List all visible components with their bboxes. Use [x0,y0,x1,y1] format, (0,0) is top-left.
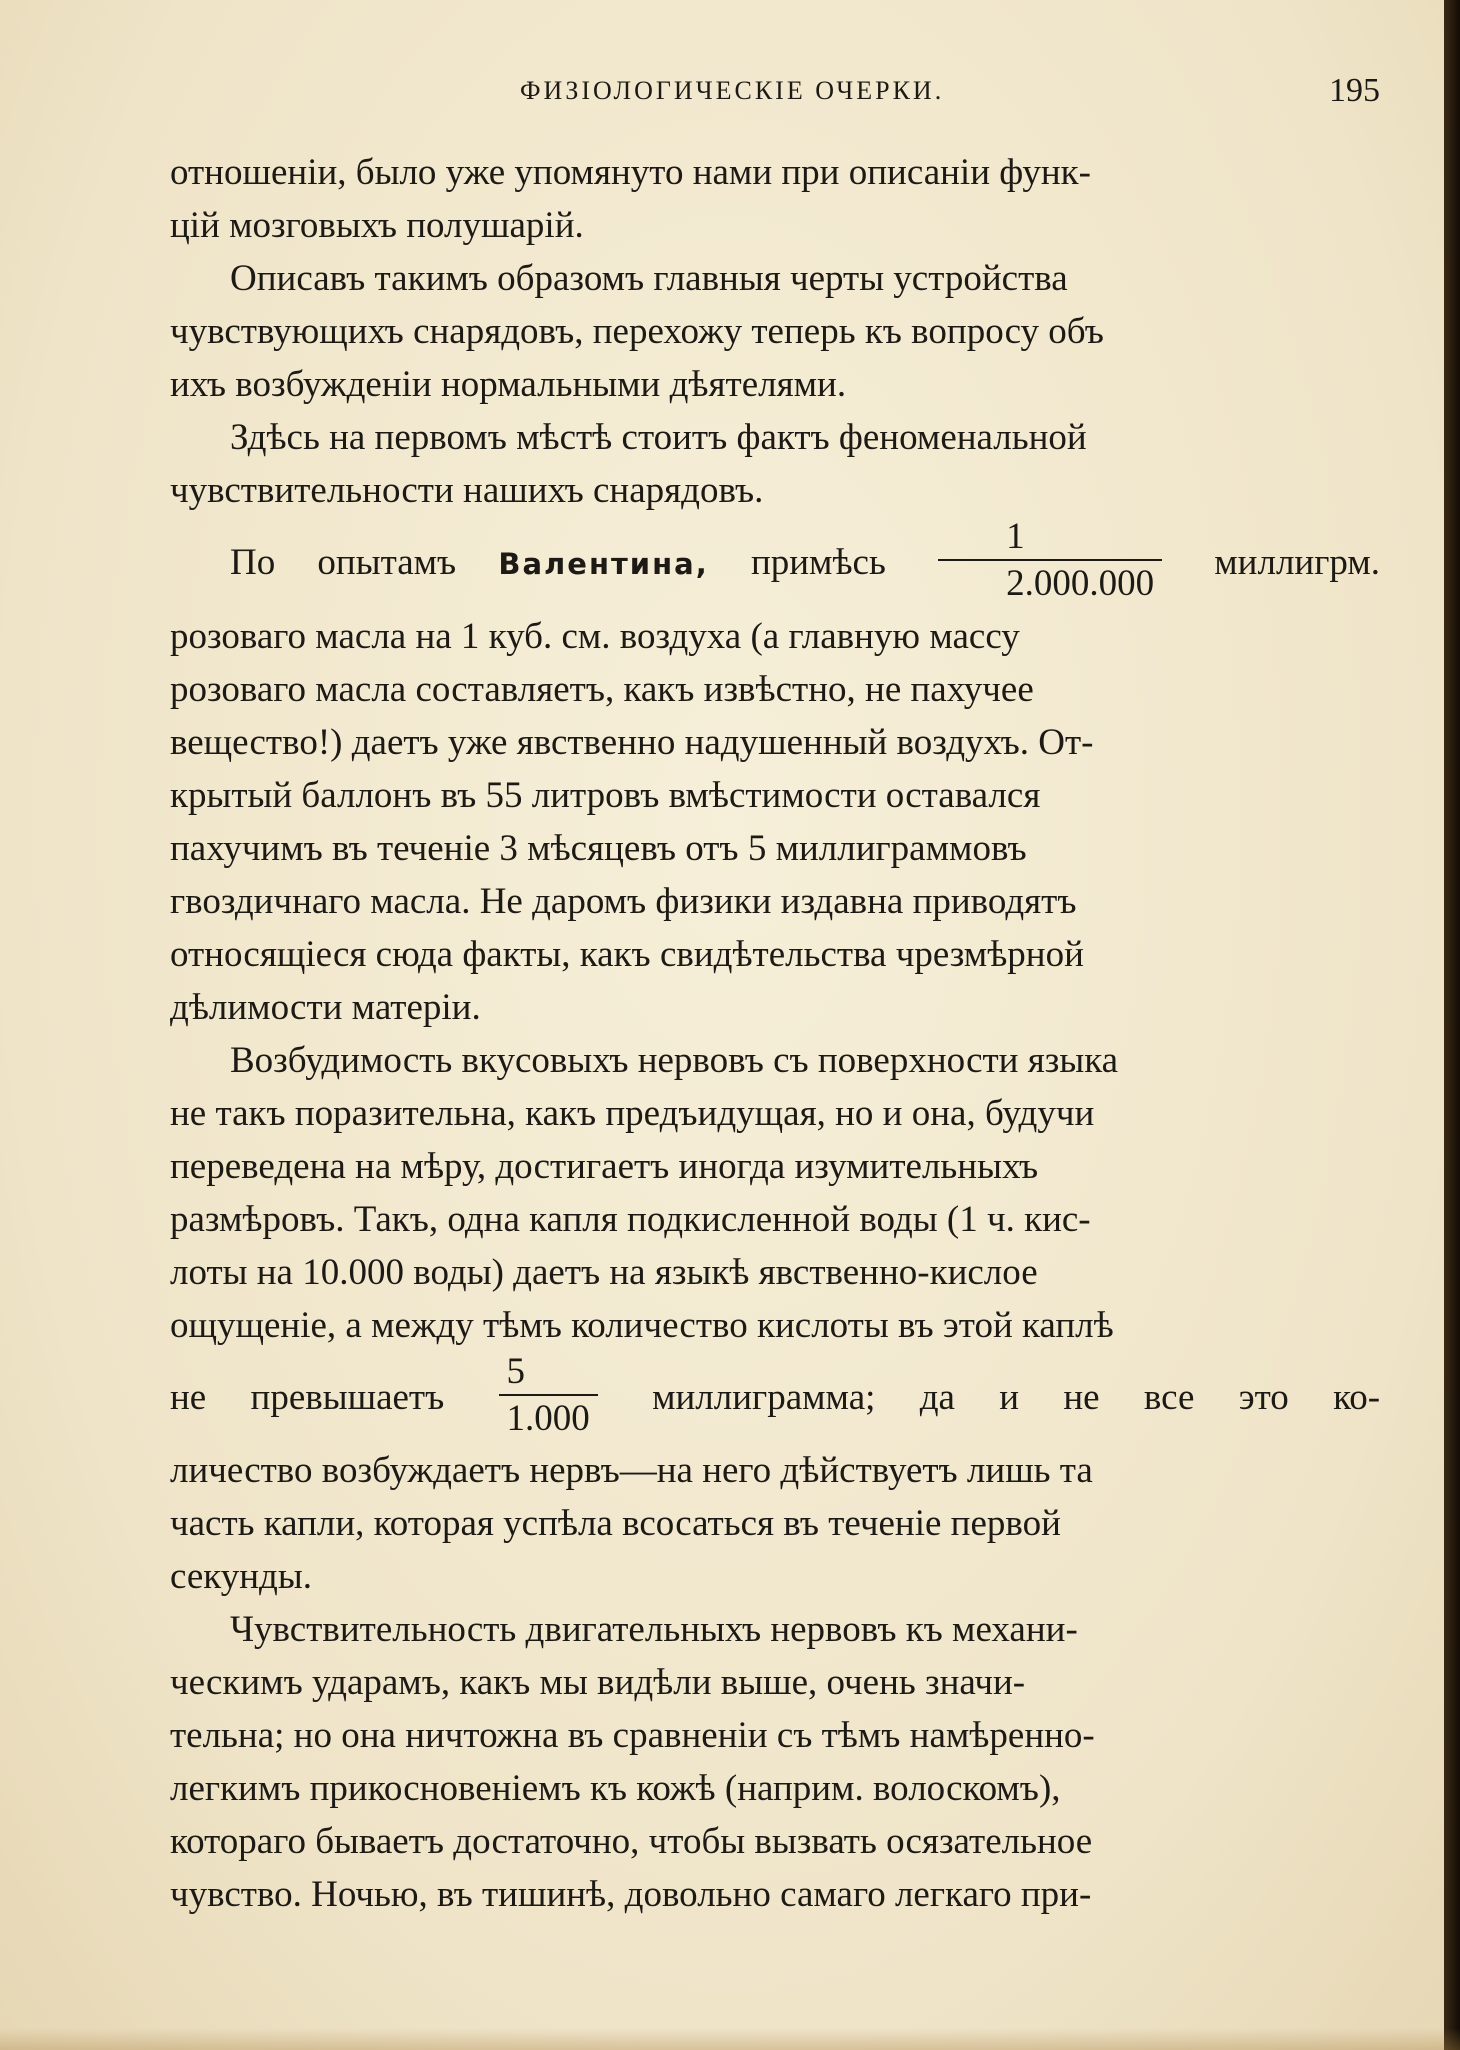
fraction-numerator: 5 [506,1350,526,1392]
text-line: секунды. [170,1556,312,1597]
text-fragment: не превышаетъ [170,1377,445,1418]
text-line: дѣлимости матеріи. [170,987,481,1028]
text-fragment: миллигрм. [1214,542,1380,583]
text-line: розоваго масла на 1 куб. см. воздуха (а главную массу [170,616,1020,657]
text-line: легкимъ прикосновеніемъ къ кожѣ (наприм. волоскомъ), [170,1768,1061,1809]
fraction [499,1350,598,1439]
text-line: пахучимъ въ теченіе 3 мѣсяцевъ отъ 5 миллиграммовъ [170,828,1027,869]
text-line: чувствительности нашихъ снарядовъ. [170,470,764,511]
text-line: ощущеніе, а между тѣмъ количество кислоты въ этой каплѣ [170,1305,1114,1346]
text-line: относящіеся сюда факты, какъ свидѣтельства чрезмѣрной [170,934,1084,975]
text-line: личество возбуждаетъ нервъ—на него дѣйствуетъ лишь та [170,1450,1093,1491]
text-line: Здѣсь на первомъ мѣстѣ стоитъ фактъ феноменальной [230,417,1087,458]
text-line: крытый баллонъ въ 55 литровъ вмѣстимости оставался [170,775,1041,816]
running-title: ФИЗІОЛОГИЧЕСКІЕ ОЧЕРКИ. [520,76,945,105]
text-line: размѣровъ. Такъ, одна капля подкисленной воды (1 ч. кис- [170,1199,1091,1240]
text-line: не такъ поразительна, какъ предъидущая, но и она, будучи [170,1093,1095,1134]
text-line-with-fraction [170,1352,1380,1444]
fraction-numerator: 1 [1006,515,1025,557]
text-line: Возбудимость вкусовыхъ нервовъ съ поверхности языка [230,1040,1119,1081]
fraction-denominator: 1.000 [499,1394,598,1437]
text-line: Описавъ такимъ образомъ главныя черты устройства [230,258,1068,299]
text-line: цій мозговыхъ полушарій. [170,205,584,246]
text-line: лоты на 10.000 воды) даетъ на языкѣ явственно-кислое [170,1252,1038,1293]
text-line: вещество!) даетъ уже явственно надушенный воздухъ. От- [170,722,1094,763]
page-number: 195 [1329,72,1380,109]
text-line: чувствующихъ снарядовъ, перехожу теперь къ вопросу объ [170,311,1104,352]
page-bottom-edge [0,2028,1460,2050]
text-line: гвоздичнаго масла. Не даромъ физики издавна приводятъ [170,881,1077,922]
author-name: Валентина, [498,547,709,581]
fraction-denominator: 2.000.000 [938,559,1162,602]
text-fragment: По опытамъ [230,542,457,583]
text-fragment: миллиграмма; да и не все это ко- [652,1377,1381,1418]
text-line: часть капли, которая успѣла всосаться въ теченіе первой [170,1503,1061,1544]
text-line: Чувствительность двигательныхъ нервовъ къ механи- [230,1609,1078,1650]
text-line: тельна; но она ничтожна въ сравненіи съ тѣмъ намѣренно- [170,1715,1095,1756]
text-line: ихъ возбужденіи нормальными дѣятелями. [170,364,847,405]
text-line: переведена на мѣру, достигаетъ иногда изумительныхъ [170,1146,1039,1187]
text-line: розоваго масла составляетъ, какъ извѣстно, не пахучее [170,669,1034,710]
text-line-with-fraction [170,517,1380,610]
fraction [938,515,1162,604]
body-text [170,146,1380,1921]
text-fragment: примѣсь [750,542,886,583]
text-line: чувство. Ночью, въ тишинѣ, довольно самаго легкаго при- [170,1874,1092,1915]
page-header [170,72,1380,112]
text-line: ческимъ ударамъ, какъ мы видѣли выше, очень значи- [170,1662,1026,1703]
text-line: котораго бываетъ достаточно, чтобы вызвать осязательное [170,1821,1093,1862]
book-spine-edge [1444,0,1460,2050]
text-line: отношеніи, было уже упомянуто нами при описаніи функ- [170,152,1091,193]
